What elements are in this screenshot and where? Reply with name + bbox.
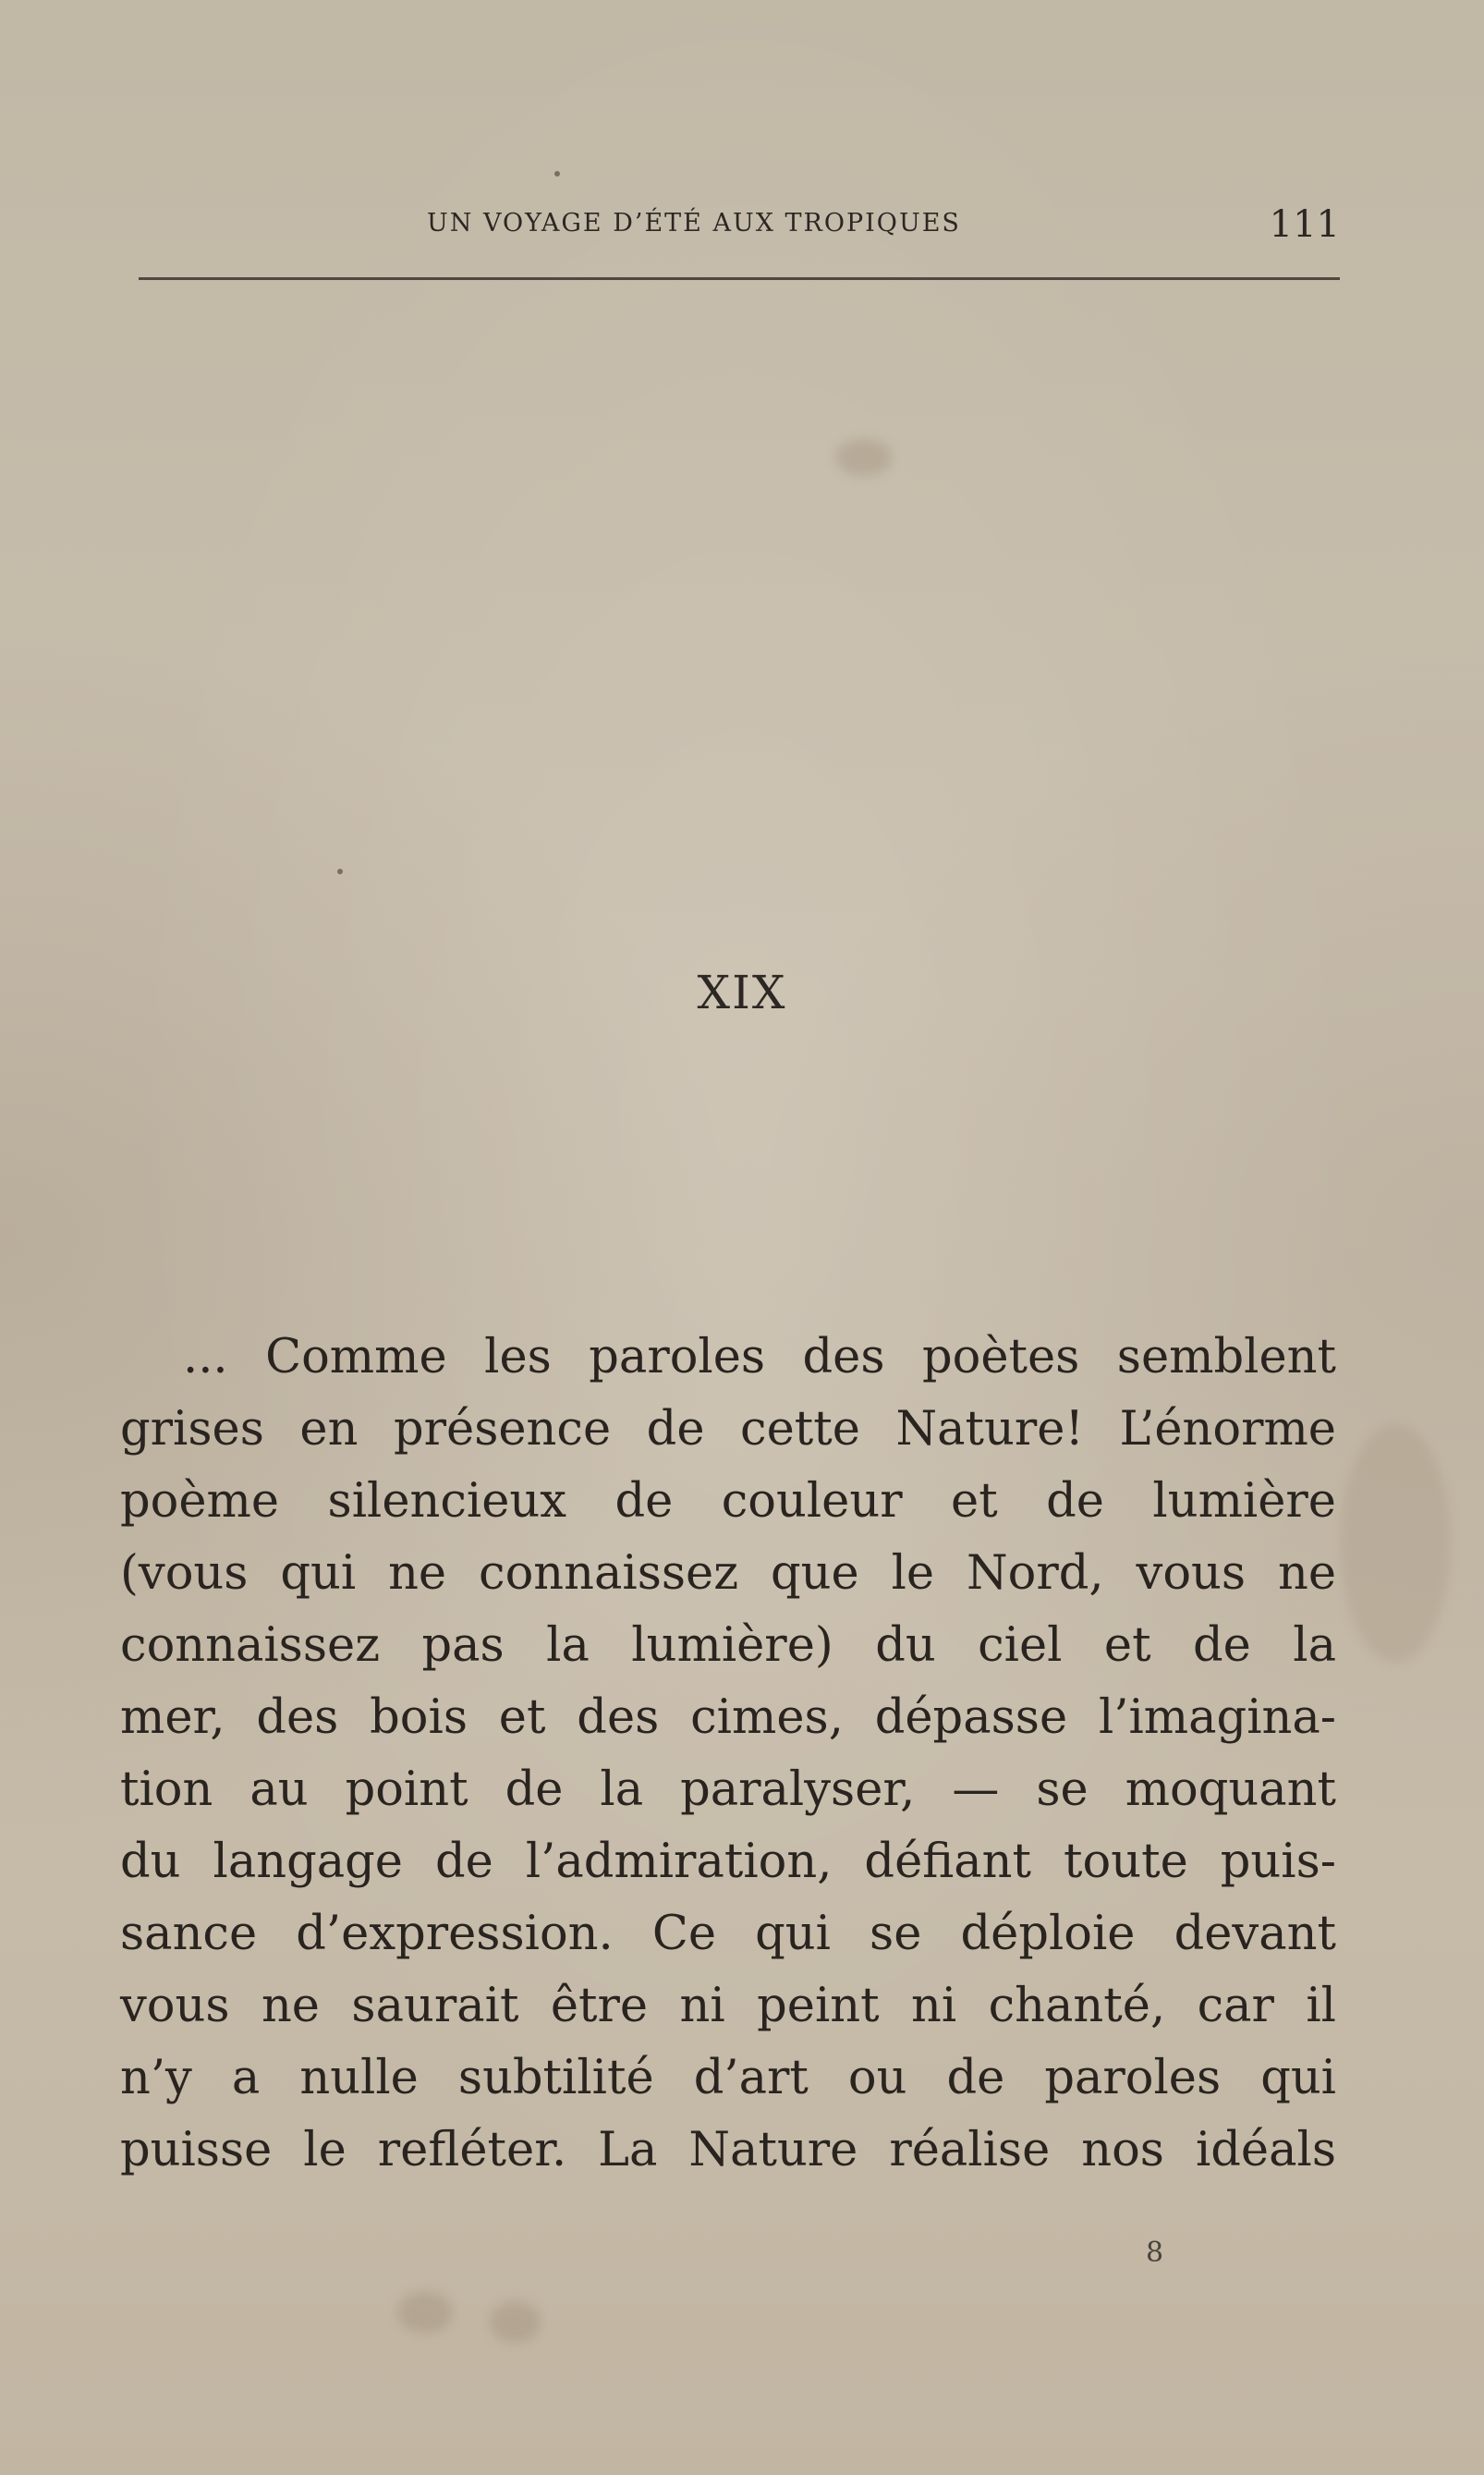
paper-speck bbox=[554, 171, 560, 177]
text-line: grises en présence de cette Nature! L’énorme bbox=[120, 1402, 1336, 1457]
paper-speck bbox=[337, 869, 343, 874]
page-number: 111 bbox=[1269, 203, 1340, 246]
text-line: tion au point de la paralyser, — se moquant bbox=[120, 1762, 1336, 1817]
header-rule bbox=[139, 277, 1340, 280]
paper-stain bbox=[397, 2292, 453, 2334]
running-title: UN VOYAGE D’ÉTÉ AUX TROPIQUES bbox=[427, 209, 961, 238]
text-line: vous ne saurait être ni peint ni chanté, car il bbox=[120, 1979, 1336, 2033]
text-line: ... Comme les paroles des poètes semblent bbox=[183, 1330, 1336, 1384]
paper-stain bbox=[1340, 1423, 1451, 1664]
chapter-title: XIX bbox=[697, 966, 787, 1019]
text-line: n’y a nulle subtilité d’art ou de paroles qui bbox=[120, 2051, 1336, 2105]
text-line: puisse le refléter. La Nature réalise nos idéals bbox=[120, 2123, 1336, 2177]
signature-mark: 8 bbox=[1146, 2237, 1164, 2269]
paper-stain bbox=[490, 2301, 541, 2343]
text-line: du langage de l’admiration, défiant toute puis- bbox=[120, 1835, 1336, 1889]
text-line: connaissez pas la lumière) du ciel et de la bbox=[120, 1618, 1336, 1673]
text-line: poème silencieux de couleur et de lumière bbox=[120, 1474, 1336, 1529]
text-line: (vous qui ne connaissez que le Nord, vous ne bbox=[120, 1546, 1336, 1601]
paper-stain bbox=[836, 439, 892, 476]
running-head bbox=[139, 203, 1340, 259]
text-line: sance d’expression. Ce qui se déploie devant bbox=[120, 1907, 1336, 1961]
body-text bbox=[120, 1322, 1336, 2187]
text-line: mer, des bois et des cimes, dépasse l’imagina- bbox=[120, 1690, 1336, 1745]
